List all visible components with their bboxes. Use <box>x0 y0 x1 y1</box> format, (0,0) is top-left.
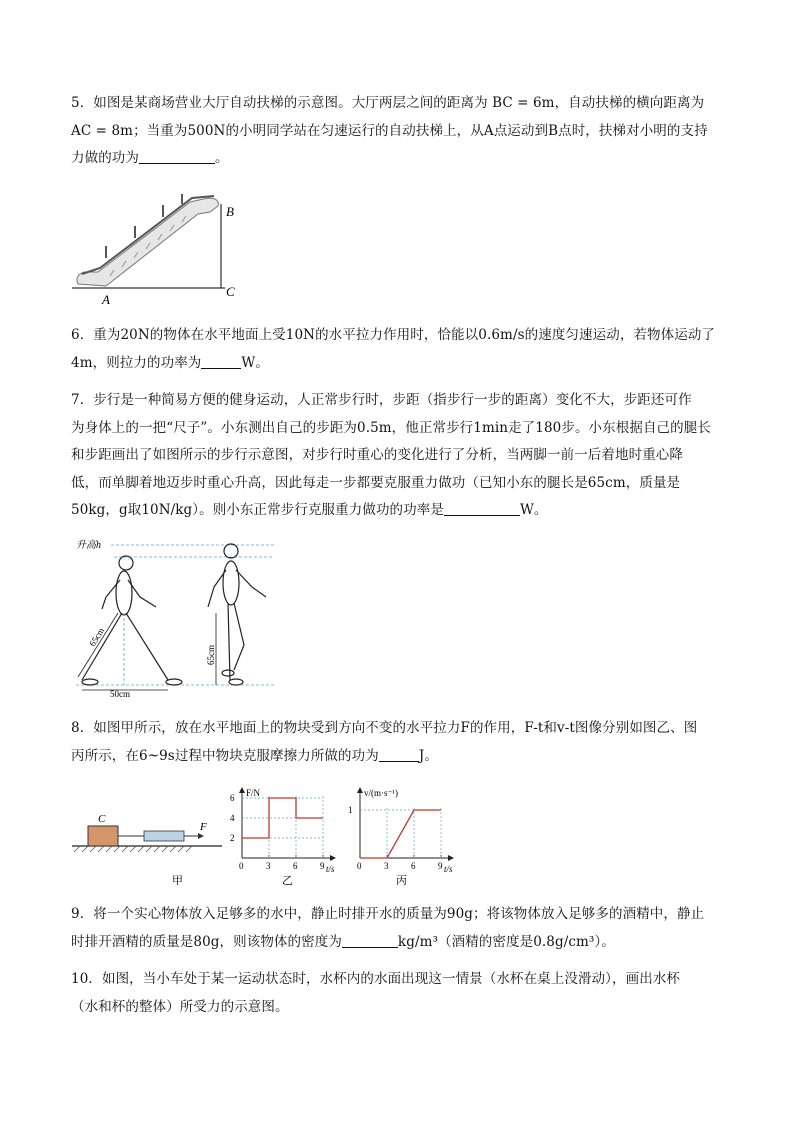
yi-ticks <box>230 793 325 871</box>
figure-bing-caption: 丙 <box>396 875 407 887</box>
q9-line-2: 时排开酒精的质量是80g，则该物体的密度为 kg/m³（酒精的密度是0.8g/cm³）。 <box>71 929 721 957</box>
walker-right <box>208 544 266 685</box>
leg-length-label-2: 65cm <box>206 645 216 665</box>
q5-line-3: 力做的功为 。 <box>71 145 721 173</box>
figure-jia-caption: 甲 <box>172 875 183 887</box>
figure-yi <box>228 786 346 888</box>
q5-line-1: 5．如图是某商场营业大厅自动扶梯的示意图。大厅两层之间的距离为 BC = 6m，自动扶梯的横向距离为 <box>71 95 705 111</box>
q7-line-3: 和步距画出了如图所示的步行示意图，对步行时重心的变化进行了分析，当两脚一前一后着地时重心降 <box>71 447 683 463</box>
question-8 <box>71 715 721 770</box>
block-c <box>88 826 118 846</box>
label-a: A <box>102 292 110 307</box>
figure-bing <box>346 786 464 888</box>
force-arrowhead <box>198 833 204 839</box>
question-10 <box>71 966 721 1021</box>
x-tick-label: 3 <box>266 861 271 871</box>
walking-figure <box>76 535 276 700</box>
question-5 <box>71 90 721 173</box>
bing-velocity-series <box>360 810 441 858</box>
answer-blank[interactable] <box>379 745 419 762</box>
y-tick-label: 4 <box>230 813 235 823</box>
ground-hatching <box>74 846 192 852</box>
rise-label: 升高h <box>76 540 101 551</box>
q9-line-1: 9．将一个实心物体放入足够多的水中，静止时排开水的质量为90g；将该物体放入足够多的酒精中，静止 <box>71 906 705 922</box>
label-b: B <box>226 204 234 219</box>
y-tick-label: 1 <box>348 805 353 815</box>
escalator-body <box>77 198 218 286</box>
walker-left <box>82 556 182 685</box>
q7-line-1: 7．步行是一种简易方便的健身运动，人正常步行时，步距（指步行一步的距离）变化不大，步距还可作 <box>71 392 692 408</box>
q5-line-2: AC = 8m；当重为500N的小明同学站在匀速运行的自动扶梯上，从A点运动到B点时，扶梯对小明的支持 <box>71 122 708 139</box>
question-6 <box>71 322 721 377</box>
q7-line-2: 为身体上的一把“尺子”。小东测出自己的步距为0.5m，他正常步行1min走了180步。小东根据自己的腿长 <box>71 419 711 436</box>
label-c: C <box>226 284 235 299</box>
x-tick-label: 6 <box>293 861 298 871</box>
q6-line-2: 4m，则拉力的功率为 W。 <box>71 350 721 378</box>
yi-guide-lines <box>242 796 323 858</box>
q6-line-1: 6．重为20N的物体在水平地面上受10N的水平拉力作用时，恰能以0.6m/s的速度匀速运动，若物体运动了 <box>71 327 716 343</box>
figure-jia <box>72 808 222 888</box>
bing-y-label: v/(m·s⁻¹) <box>364 788 398 798</box>
spring-scale <box>144 831 184 841</box>
q10-line-1: 10．如图，当小车处于某一运动状态时，水杯内的水面出现这一情景（水杯在桌上没滑动），画出水杯 <box>71 971 681 987</box>
q7-line-4: 低，而单脚着地迈步时重心升高，因此每走一步都要克服重力做功（已知小东的腿长是65cm，质量是 <box>71 474 681 491</box>
y-tick-label: 6 <box>230 793 235 803</box>
figure-yi-caption: 乙 <box>282 875 293 887</box>
x-tick-label: 6 <box>411 861 416 871</box>
q8-line-1: 8．如图甲所示，放在水平地面上的物块受到方向不变的水平拉力F的作用，F-t和v-t图像分别如图乙、图 <box>71 720 698 736</box>
yi-y-label: F/N <box>246 788 261 798</box>
answer-blank[interactable] <box>201 352 241 369</box>
bing-axes <box>360 792 448 858</box>
yi-x-label: t/s <box>326 864 335 874</box>
bing-x-arrow <box>448 855 454 861</box>
x-tick-label: 3 <box>384 861 389 871</box>
bing-y-arrow <box>357 787 363 793</box>
bing-ticks <box>348 805 443 871</box>
block-label: C <box>98 813 106 825</box>
x-tick-label: 9 <box>438 861 443 871</box>
answer-blank[interactable] <box>444 499 520 516</box>
x-tick-label: 9 <box>320 861 325 871</box>
question-9 <box>71 901 721 956</box>
question-7 <box>71 387 721 525</box>
bing-x-label: t/s <box>444 864 453 874</box>
x-tick-label: 0 <box>357 861 362 871</box>
yi-x-arrow <box>330 855 336 861</box>
q8-line-2: 丙所示，在6~9s过程中物块克服摩擦力所做的功为 J。 <box>71 743 721 771</box>
leg-length-label-1: 65cm <box>87 625 107 649</box>
force-label: F <box>200 821 207 833</box>
q7-line-5: 50kg，g取10N/kg）。则小东正常步行克服重力做功的功率是 W。 <box>71 497 721 525</box>
answer-blank[interactable] <box>139 147 215 164</box>
answer-blank[interactable] <box>342 931 398 948</box>
step-length-label: 50cm <box>110 689 130 699</box>
leg-measure-line <box>78 613 118 677</box>
escalator-figure <box>70 188 250 308</box>
q10-line-2: （水和杯的整体）所受力的示意图。 <box>71 998 289 1015</box>
yi-axes <box>242 792 330 858</box>
y-tick-label: 2 <box>230 833 235 843</box>
yi-y-arrow <box>239 787 245 793</box>
x-tick-label: 0 <box>239 861 244 871</box>
